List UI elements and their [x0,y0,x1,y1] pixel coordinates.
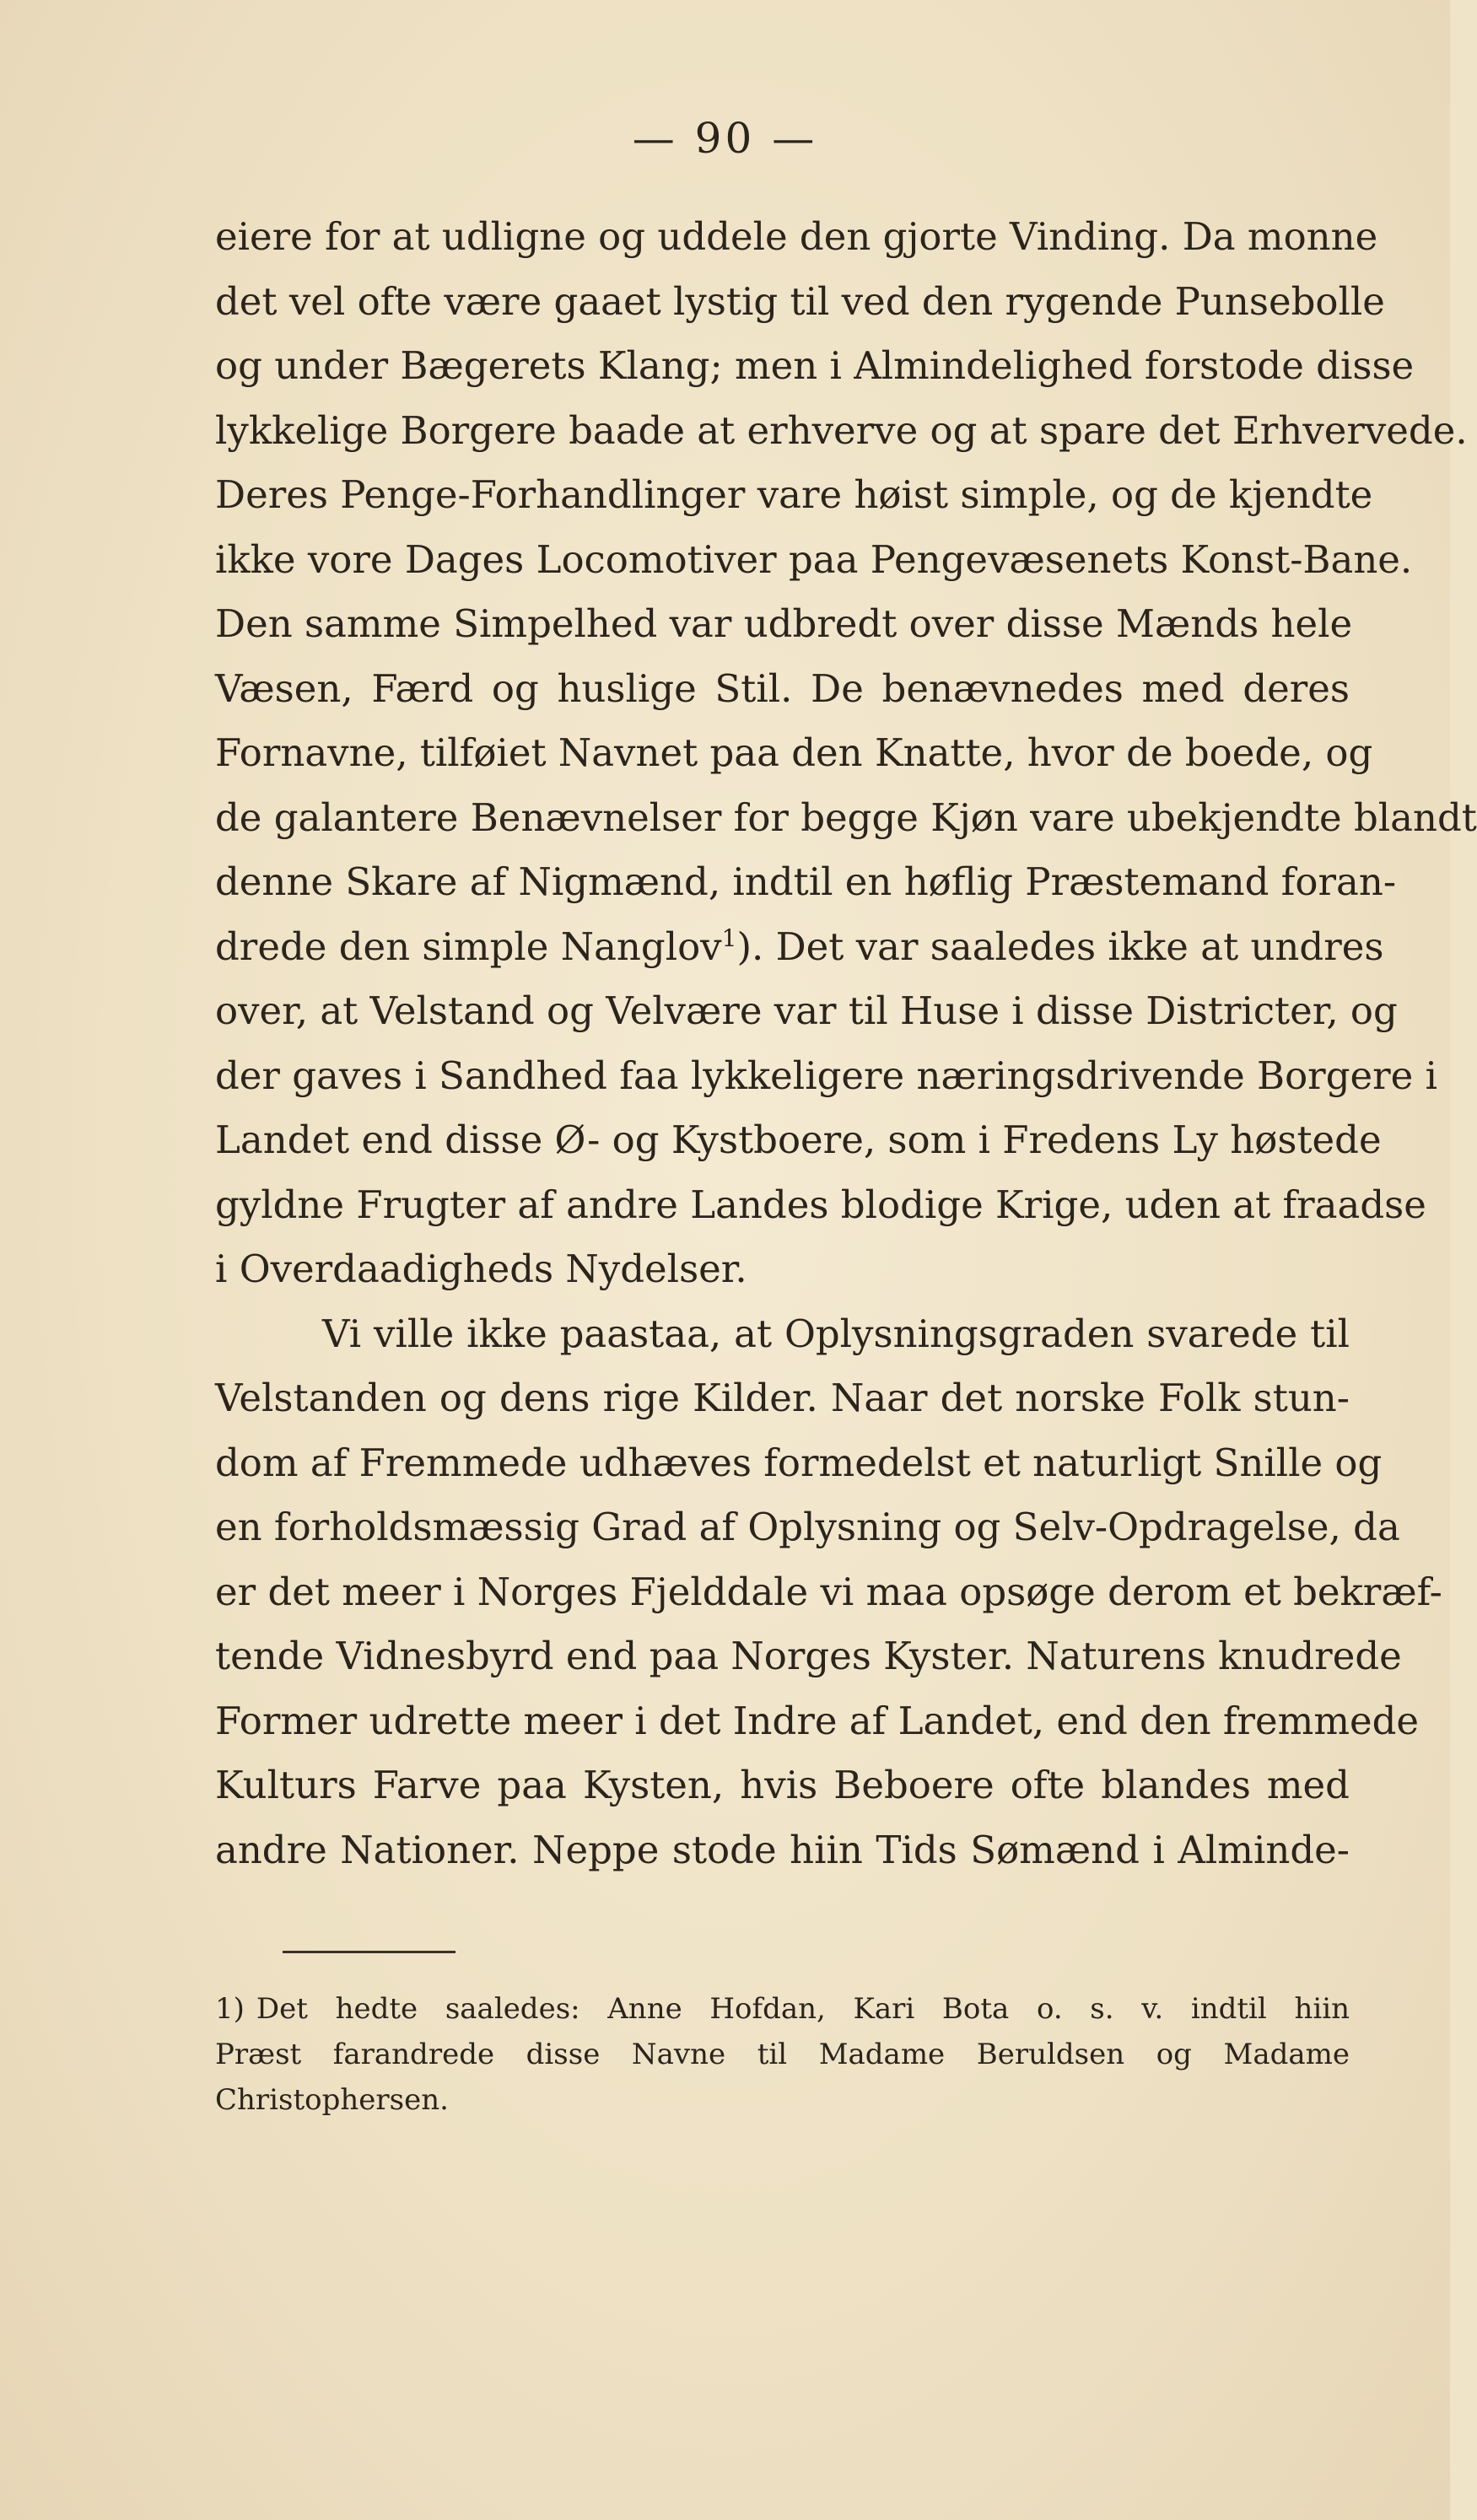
text-line: de galantere Benævnelser for begge Kjøn vare ubekjendte blandt [215,794,1477,840]
footnote-line: Præst farandrede disse Navne til Madame Beruldsen og Madame [215,2038,1350,2071]
text-line: og under Bægerets Klang; men i Almindelighed forstode disse [215,343,1415,388]
text-line: er det meer i Norges Fjelddale vi maa opsøge derom et bekræf- [215,1569,1442,1614]
footnote-text: Det hedte saaledes: Anne Hofdan, Kari Bota o. s. v. indtil hiin [256,1992,1350,2026]
footnote [215,1986,1350,2123]
text-line: der gaves i Sandhed faa lykkeligere næringsdrivende Borgere i [215,1053,1437,1098]
text-line: ikke vore Dages Locomotiver paa Pengevæsenets Konst-Bane. [215,536,1413,582]
text-line: det vel ofte være gaaet lystig til ved den rygende Punsebolle [215,278,1385,324]
text-line: Former udrette meer i det Indre af Landet, end den fremmede [215,1698,1420,1743]
page-number: — 90 — [632,114,818,163]
text-line: andre Nationer. Neppe stode hiin Tids Sømænd i Alminde- [215,1827,1350,1872]
text-line: over, at Velstand og Velvære var til Huse i disse Districter, og [215,988,1398,1033]
footnote-line: Christophersen. [215,2083,449,2117]
paragraph-end-line: i Overdaadigheds Nydelser. [215,1247,747,1291]
text-line: Velstanden og dens rige Kilder. Naar det norske Folk stun- [215,1376,1350,1420]
text-line: dom af Fremmede udhæves formedelst et naturligt Snille og [215,1440,1383,1485]
text-line: Den samme Simpelhed var udbredt over disse Mænds hele [215,601,1353,646]
text-line: en forholdsmæssig Grad af Oplysning og Selv-Opdragelse, da [215,1505,1400,1549]
footnote-reference[interactable]: 1 [721,923,737,952]
text-line: Landet end disse Ø- og Kystboere, som i Fredens Ly høstede [215,1117,1382,1162]
text-line-tail: ). Det var saaledes ikke at undres [736,923,1384,969]
text-line-with-footnote-ref [215,915,1384,980]
text-line: gyldne Frugter af andre Landes blodige Krige, uden at fraadse [215,1182,1426,1227]
text-line: lykkelige Borgere baade at erhverve og at spare det Erhvervede. [215,407,1468,453]
text-line: eiere for at udligne og uddele den gjorte Vinding. Da monne [215,214,1378,259]
text-line: Væsen, Færd og huslige Stil. De benævnedes med deres [215,665,1350,711]
text-line: Fornavne, tilføiet Navnet paa den Knatte, hvor de boede, og [215,730,1373,775]
body-text [215,205,1477,1882]
footnote-line [215,1986,1350,2032]
paragraph-start-line: Vi ville ikke paastaa, at Oplysningsgraden svarede til [322,1311,1350,1356]
text-line: denne Skare af Nigmænd, indtil en høflig Præstemand foran- [215,859,1397,904]
footnote-marker: 1) [215,1992,245,2026]
text-line: Deres Penge-Forhandlinger vare høist simple, og de kjendte [215,472,1373,517]
footnote-divider [283,1951,455,1953]
text-line: Kulturs Farve paa Kysten, hvis Beboere ofte blandes med [215,1763,1350,1807]
text-line-head: drede den simple Nanglov [215,923,722,969]
text-line: tende Vidnesbyrd end paa Norges Kyster. Naturens knudrede [215,1634,1402,1678]
